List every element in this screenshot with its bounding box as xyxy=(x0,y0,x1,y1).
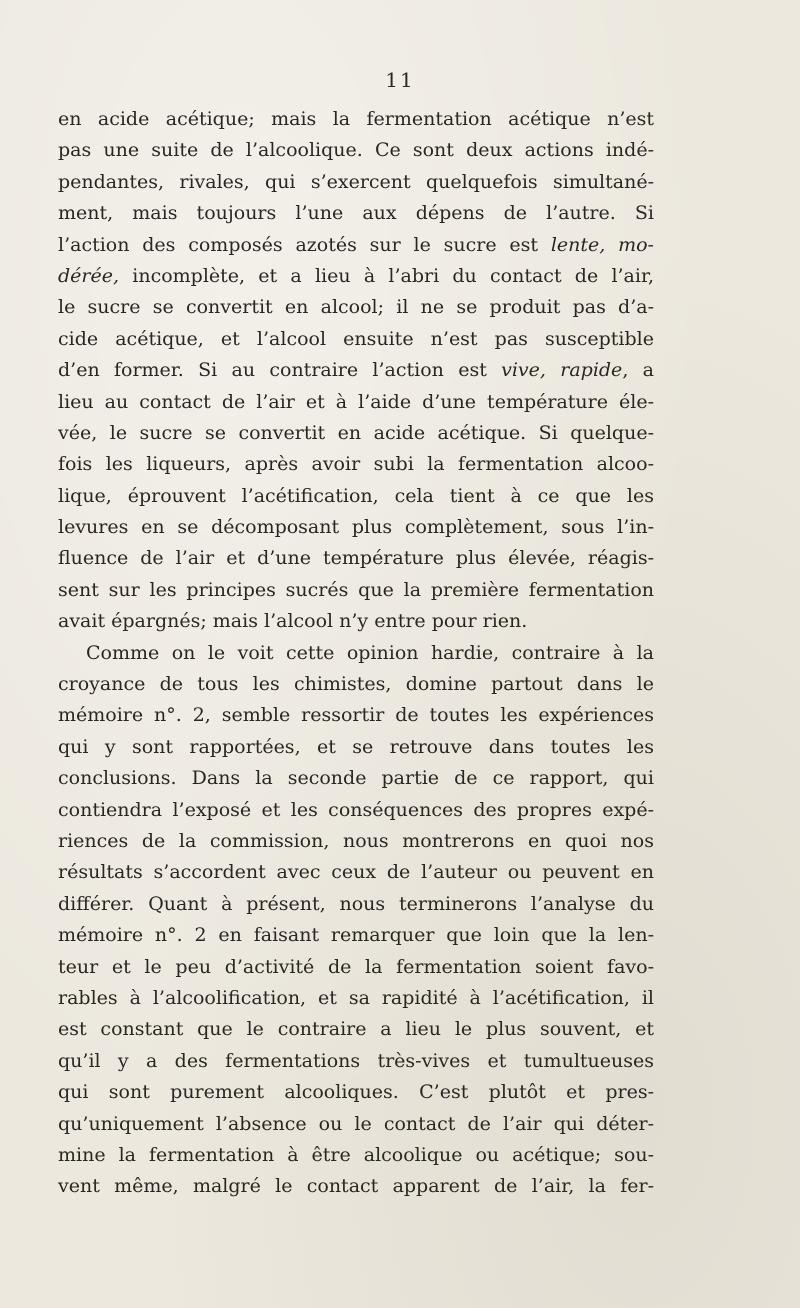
text-segment: en acide acétique; mais la fermentation acétique n’est xyxy=(58,108,654,130)
text-line xyxy=(58,167,654,198)
text-segment: qu’uniquement l’absence ou le contact de l’air qui déter- xyxy=(58,1112,654,1135)
text-line xyxy=(58,763,654,794)
text-line xyxy=(58,1077,654,1108)
text-segment: qu’il y a des fermentations très-vives et tumultueuses xyxy=(58,1049,654,1072)
text-line xyxy=(58,135,654,166)
text-segment: d’en former. Si au contraire l’action est xyxy=(58,359,502,382)
text-line xyxy=(58,543,654,574)
italic-text: lente, mo- xyxy=(550,233,654,256)
text-segment: qui sont purement alcooliques. C’est plutôt et pres- xyxy=(58,1081,654,1104)
text-segment: cide acétique, et l’alcool ensuite n’est pas susceptible xyxy=(58,327,654,350)
text-segment: Comme on le voit cette opinion hardie, contraire à la xyxy=(86,641,654,664)
italic-text: dérée, xyxy=(58,264,120,287)
text-segment: ment, mais toujours l’une aux dépens de l’autre. Si xyxy=(58,202,654,225)
text-segment: le sucre se convertit en alcool; il ne se produit pas d’a- xyxy=(58,296,654,319)
text-line xyxy=(58,889,654,920)
text-segment: lique, éprouvent l’acétification, cela tient à ce que les xyxy=(58,484,654,507)
text-segment: mine la fermentation à être alcoolique ou acétique; sou- xyxy=(58,1143,654,1166)
text-segment: levures en se décomposant plus complètement, sous l’in- xyxy=(58,516,654,539)
text-line xyxy=(58,575,654,606)
page-number: 11 xyxy=(385,68,415,92)
text-segment: contiendra l’exposé et les conséquences des propres expé- xyxy=(58,798,654,821)
text-segment: conclusions. Dans la seconde partie de ce rapport, qui xyxy=(58,767,654,790)
text-segment: incomplète, et a lieu à l’abri du contact de l’air, xyxy=(119,264,654,287)
text-line xyxy=(58,1046,654,1077)
text-segment: pendantes, rivales, qui s’exercent quelquefois simultané- xyxy=(58,170,654,193)
text-line xyxy=(58,1140,654,1171)
text-line xyxy=(58,1171,654,1202)
italic-text: vive, rapide xyxy=(501,359,623,382)
body-text xyxy=(58,104,654,1203)
text-line xyxy=(58,795,654,826)
text-line xyxy=(58,230,654,261)
text-line xyxy=(58,198,654,229)
text-line xyxy=(58,261,654,292)
text-segment: pas une suite de l’alcoolique. Ce sont deux actions indé- xyxy=(58,139,654,162)
text-line xyxy=(58,418,654,449)
text-segment: est constant que le contraire a lieu le plus souvent, et xyxy=(58,1018,654,1041)
text-segment: mémoire n°. 2 en faisant remarquer que loin que la len- xyxy=(58,924,654,947)
text-segment: teur et le peu d’activité de la fermentation soient favo- xyxy=(58,955,654,978)
text-segment: rables à l’alcoolification, et sa rapidité à l’acétification, il xyxy=(58,986,654,1009)
text-line xyxy=(58,700,654,731)
text-line xyxy=(58,355,654,386)
text-line xyxy=(58,1014,654,1045)
text-segment: l’action des composés azotés sur le sucre est xyxy=(58,233,551,256)
text-line xyxy=(58,606,654,637)
text-segment: lieu au contact de l’air et à l’aide d’une température éle- xyxy=(58,390,654,413)
text-segment: , a xyxy=(622,359,654,382)
text-segment: vée, le sucre se convertit en acide acétique. Si quelque- xyxy=(58,421,654,444)
text-segment: qui y sont rapportées, et se retrouve dans toutes les xyxy=(58,735,654,758)
text-line xyxy=(58,857,654,888)
text-segment: résultats s’accordent avec ceux de l’auteur ou peuvent en xyxy=(58,861,654,884)
text-line xyxy=(58,449,654,480)
text-line xyxy=(58,512,654,543)
text-segment: mémoire n°. 2, semble ressortir de toutes les expériences xyxy=(58,704,654,727)
text-line xyxy=(58,952,654,983)
text-line xyxy=(58,292,654,323)
text-line xyxy=(58,920,654,951)
text-line xyxy=(58,387,654,418)
text-line xyxy=(58,324,654,355)
text-line xyxy=(58,732,654,763)
text-line xyxy=(58,983,654,1014)
text-segment: fois les liqueurs, après avoir subi la fermentation alcoo- xyxy=(58,453,654,476)
text-segment: riences de la commission, nous montrerons en quoi nos xyxy=(58,829,654,852)
text-segment: différer. Quant à présent, nous terminerons l’analyse du xyxy=(58,892,654,915)
text-segment: croyance de tous les chimistes, domine partout dans le xyxy=(58,673,654,696)
text-line xyxy=(58,826,654,857)
text-line xyxy=(58,1109,654,1140)
text-segment: sent sur les principes sucrés que la première fermentation xyxy=(58,578,654,601)
text-line xyxy=(58,481,654,512)
text-segment: vent même, malgré le contact apparent de l’air, la fer- xyxy=(58,1175,654,1198)
text-line xyxy=(58,104,654,135)
text-line xyxy=(58,669,654,700)
text-line xyxy=(58,638,654,669)
text-segment: fluence de l’air et d’une température plus élevée, réagis- xyxy=(58,547,654,570)
text-segment: avait épargnés; mais l’alcool n’y entre pour rien. xyxy=(58,610,528,633)
